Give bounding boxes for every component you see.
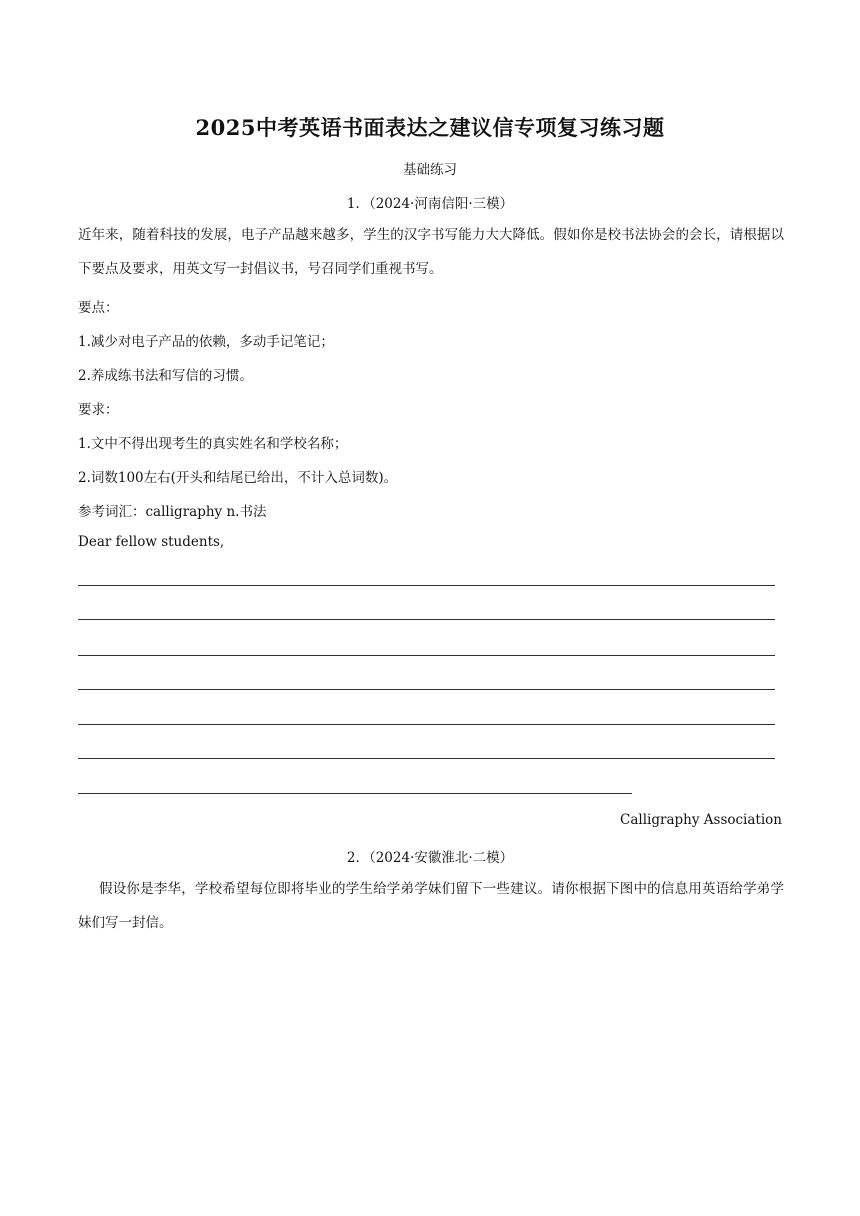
answer-line <box>78 793 632 794</box>
question-2-prompt: 假设你是李华，学校希望每位即将毕业的学生给学弟学妹们留下一些建议。请你根据下图中的信息用英语给学弟学妹们写一封信。 <box>78 881 784 931</box>
answer-line <box>78 724 775 725</box>
requirement-2: 2.词数100左右(开头和结尾已给出，不计入总词数)。 <box>78 470 398 486</box>
section-label: 基础练习 <box>403 162 457 178</box>
requirement-1: 1.文中不得出现考生的真实姓名和学校名称； <box>78 436 348 452</box>
requirements-label: 要求： <box>78 402 119 418</box>
answer-line <box>78 619 775 620</box>
document-title: 2025中考英语书面表达之建议信专项复习练习题 <box>195 115 665 140</box>
letter-signature: Calligraphy Association <box>620 812 782 828</box>
question-2-heading: 2．（2024·安徽淮北·二模） <box>346 850 514 866</box>
letter-greeting: Dear fellow students, <box>78 534 225 550</box>
answer-line <box>78 655 775 656</box>
point-1: 1.减少对电子产品的依赖，多动手记笔记； <box>78 334 334 350</box>
answer-line <box>78 585 775 586</box>
points-label: 要点： <box>78 300 119 316</box>
question-1-prompt: 近年来，随着科技的发展，电子产品越来越多，学生的汉字书写能力大大降低。假如你是校书法协会的会长，请根据以下要点及要求，用英文写一封倡议书，号召同学们重视书写。 <box>78 227 784 277</box>
question-1-heading: 1．（2024·河南信阳·三模） <box>346 196 514 212</box>
point-2: 2.养成练书法和写信的习惯。 <box>78 368 253 384</box>
reference-vocabulary: 参考词汇：calligraphy n.书法 <box>78 504 267 520</box>
answer-line <box>78 758 775 759</box>
answer-line <box>78 689 775 690</box>
